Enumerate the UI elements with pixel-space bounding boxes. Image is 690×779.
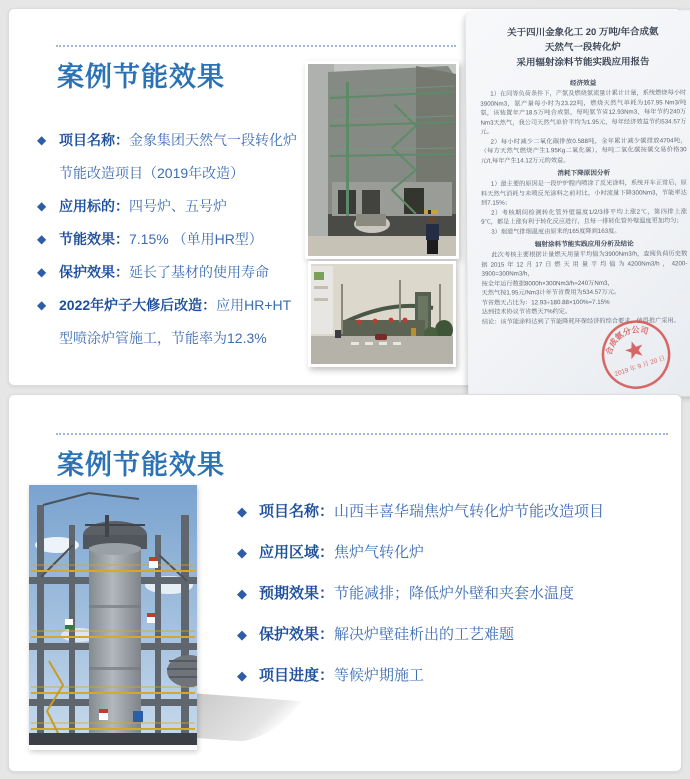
bullet-protection	[231, 623, 679, 647]
bullet-label: 节能效果：	[59, 231, 129, 247]
diamond-bullet-icon: ◆	[237, 586, 247, 601]
bullet-value: 节能减排；降低炉外壁和夹套水温度	[334, 585, 575, 602]
report-paragraph: 2）考核期间检测转化管外壁温度1/2/3排平均上涨2℃，第四排上涨9℃，都是上涨有利于转化反应进行，且每一排转化管外壁温度更加均匀；	[481, 207, 688, 226]
report-title-line1: 关于四川金象化工 20 万吨/年合成氨	[507, 26, 659, 39]
slide-1-title: 案例节能效果	[57, 62, 225, 92]
scanned-report	[466, 10, 690, 398]
bullet-text	[59, 190, 303, 223]
bullet-text	[259, 541, 679, 565]
report-paragraph: 1）最主要的原因是一段炉炉膛内喷涂了反光涂料，系统开车正常后，原料天然气消耗与未喷反光涂料之前对比，小时流量下降300Nm3，节能率达到7.15%；	[480, 179, 687, 207]
bullet-text	[59, 124, 303, 190]
report-paragraph: 结论：该节能涂料达到了节能降耗环保经济的综合要求，值得推广采用。	[481, 316, 680, 326]
bullet-value: 解决炉壁硅析出的工艺难题	[334, 626, 515, 643]
stamp-date: 2019 年 9 月 20 日	[613, 354, 667, 379]
diamond-bullet-icon: ◆	[237, 627, 247, 642]
bullet-text	[59, 223, 303, 256]
bullet-text	[259, 664, 679, 688]
bullet-label: 保护效果：	[259, 626, 335, 643]
bullet-value: 山西丰喜华瑞焦炉气转化炉节能改造项目	[334, 503, 605, 520]
report-title-line2: 天然气一段转化炉	[544, 41, 621, 54]
bullet-text	[259, 623, 679, 647]
diamond-bullet-icon: ◆	[37, 298, 47, 312]
furnace-photo	[305, 61, 459, 259]
report-paragraph: 按全年运行数据8000h×300Nm3/h=240万Nm3，	[481, 279, 614, 288]
title-divider	[56, 45, 456, 47]
slide-1	[8, 8, 688, 386]
bullet-label: 项目名称：	[259, 503, 335, 520]
slide-2	[8, 394, 682, 772]
bullet-text	[59, 289, 303, 355]
stamp-arc-text: 合成氨分公司	[604, 325, 650, 356]
report-paragraph: 3）烟道气排烟温度由原来的165度降到163度。	[491, 227, 621, 236]
bullet-value: 等候炉期施工	[334, 667, 425, 684]
factory-gate-photo	[308, 261, 456, 367]
diamond-bullet-icon: ◆	[37, 133, 47, 147]
bullet-label: 应用标的：	[59, 198, 129, 214]
bullet-label: 应用区域：	[259, 544, 335, 561]
diamond-bullet-icon: ◆	[237, 668, 247, 683]
bullet-project-name	[231, 500, 679, 524]
bullet-2022-retrofit	[31, 289, 303, 355]
bullet-value: 金象集团天然气一段转化炉节能改造项目（2019年改造）	[59, 132, 297, 181]
report-heading-cause-analysis: 消耗下降原因分析	[557, 169, 611, 178]
slide-1-bullet-list	[31, 124, 303, 355]
report-paragraph: 2）每小时减少二氧化碳排放0.588吨，全年累计减少碳排放4704吨，（每方天然气燃烧产生1.95Kg二氧化碳），每吨二氧化碳按碳交易价格30元/t,每年产生14.12万元的效益。	[480, 136, 687, 165]
report-paragraph: 节省燃天占比为：12.93÷180.88×100%=7.15%	[481, 298, 610, 307]
bullet-value: 焦炉气转化炉	[334, 544, 425, 561]
bullet-text	[59, 256, 303, 289]
diamond-bullet-icon: ◆	[237, 504, 247, 519]
bullet-value: 四号炉、五号炉	[129, 198, 227, 214]
bullet-label: 2022年炉子大修后改造：	[59, 297, 217, 313]
bullet-text	[259, 500, 679, 524]
report-heading-conclusion: 辐射涂料节能实践应用分析及结论	[534, 240, 634, 249]
bullet-text	[259, 582, 679, 606]
report-paragraph: 天然气按1.95元/Nm3计年节省费用为534.57万元。	[481, 288, 621, 297]
report-paragraph: 1）在同等负荷条件下，产氨及燃烧氨流量计累计计量，系统燃烧每小时3900Nm3，氨产量每小时为23.22吨，燃烧天然气单耗为167.95 Nm3/吨氨，该装置年产18.5万吨合成氨，每吨氨节省12.93Nm3，每年节约240万Nm3天然气，我公司天然气单价平均为1.95元，每年经济效益节约534.57万元。	[480, 89, 687, 136]
bullet-value: 延长了基材的使用寿命	[129, 264, 269, 280]
diamond-bullet-icon: ◆	[37, 265, 47, 279]
report-heading-economics: 经济效益	[569, 79, 597, 88]
bullet-value: 7.15% （单用HR型）	[129, 231, 263, 247]
diamond-bullet-icon: ◆	[237, 545, 247, 560]
report-title-line3: 采用辐射涂料节能实践应用报告	[516, 56, 650, 69]
diamond-bullet-icon: ◆	[37, 199, 47, 213]
bullet-project-progress	[231, 664, 679, 688]
report-paragraph: 达到技术协议节省燃天7%约定。	[481, 308, 572, 316]
bullet-label: 预期效果：	[259, 585, 335, 602]
slide-2-title: 案例节能效果	[57, 450, 225, 480]
bullet-project-name	[31, 124, 303, 190]
bullet-energy-saving	[31, 223, 303, 256]
title-divider	[56, 433, 668, 435]
bullet-protection	[31, 256, 303, 289]
bullet-label: 项目进度：	[259, 667, 335, 684]
bullet-label: 项目名称：	[59, 132, 129, 148]
report-paragraph: 此次考核主要根据计量燃天用量平均值为3900Nm3/h，查阅负荷历史数据2015年12月17日燃天用量平均值为4200Nm3/h，4200-3900=300Nm3/h，	[481, 250, 688, 278]
report-body	[480, 77, 688, 326]
bullet-application-target	[31, 190, 303, 223]
reformer-photo	[29, 485, 197, 750]
diamond-bullet-icon: ◆	[37, 232, 47, 246]
report-title	[480, 24, 686, 70]
slide-2-bullet-list	[231, 500, 679, 705]
bullet-expected-effect	[231, 582, 679, 606]
bullet-value: 应用HR+HT型喷涂炉管施工，节能率为12.3%	[59, 297, 292, 346]
bullet-label: 保护效果：	[59, 264, 129, 280]
bullet-application-area	[231, 541, 679, 565]
